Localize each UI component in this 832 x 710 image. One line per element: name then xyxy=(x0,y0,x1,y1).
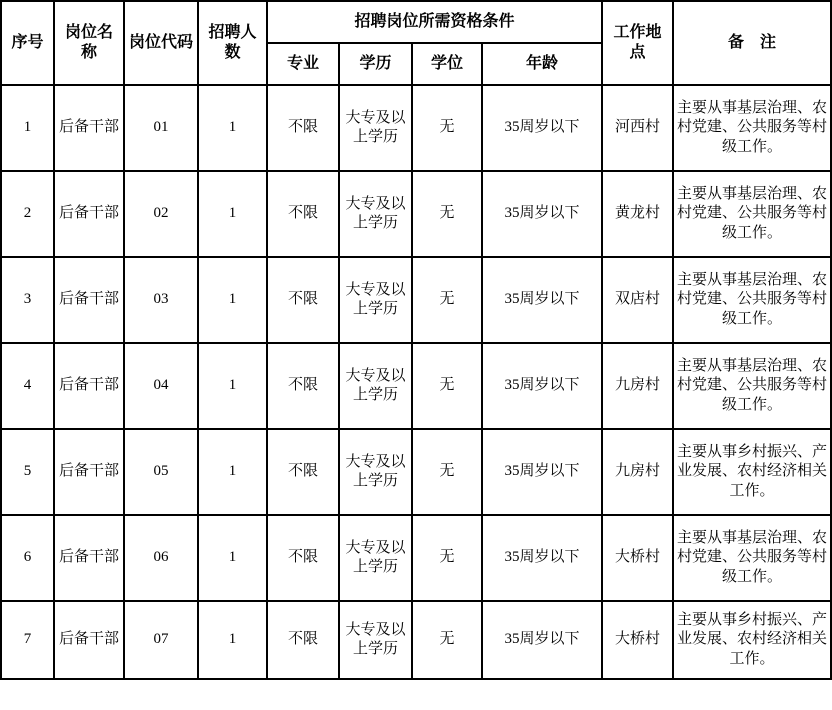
cell-position-code: 04 xyxy=(124,343,198,429)
cell-major: 不限 xyxy=(267,85,339,171)
cell-work-location: 大桥村 xyxy=(602,515,673,601)
cell-degree: 无 xyxy=(412,429,482,515)
cell-position-code: 03 xyxy=(124,257,198,343)
header-recruit-count: 招聘人数 xyxy=(198,1,267,85)
cell-age: 35周岁以下 xyxy=(482,343,602,429)
header-major: 专业 xyxy=(267,43,339,85)
header-degree: 学位 xyxy=(412,43,482,85)
cell-recruit-count: 1 xyxy=(198,257,267,343)
cell-work-location: 九房村 xyxy=(602,429,673,515)
cell-major: 不限 xyxy=(267,257,339,343)
header-remark: 备 注 xyxy=(673,1,831,85)
cell-position-name: 后备干部 xyxy=(54,343,124,429)
cell-degree: 无 xyxy=(412,85,482,171)
cell-major: 不限 xyxy=(267,343,339,429)
cell-work-location: 大桥村 xyxy=(602,601,673,679)
table-row xyxy=(1,171,831,257)
header-work-location: 工作地点 xyxy=(602,1,673,85)
cell-remark: 主要从事基层治理、农村党建、公共服务等村级工作。 xyxy=(673,257,831,343)
cell-serial: 6 xyxy=(1,515,54,601)
table-body xyxy=(1,85,831,679)
cell-education: 大专及以上学历 xyxy=(339,257,412,343)
cell-education: 大专及以上学历 xyxy=(339,515,412,601)
cell-serial: 2 xyxy=(1,171,54,257)
cell-serial: 1 xyxy=(1,85,54,171)
header-serial: 序号 xyxy=(1,1,54,85)
cell-degree: 无 xyxy=(412,343,482,429)
cell-major: 不限 xyxy=(267,601,339,679)
cell-position-name: 后备干部 xyxy=(54,257,124,343)
cell-age: 35周岁以下 xyxy=(482,85,602,171)
table-row xyxy=(1,85,831,171)
cell-remark: 主要从事基层治理、农村党建、公共服务等村级工作。 xyxy=(673,515,831,601)
cell-education: 大专及以上学历 xyxy=(339,85,412,171)
cell-major: 不限 xyxy=(267,171,339,257)
cell-recruit-count: 1 xyxy=(198,515,267,601)
cell-remark: 主要从事乡村振兴、产业发展、农村经济相关工作。 xyxy=(673,601,831,679)
cell-position-name: 后备干部 xyxy=(54,515,124,601)
header-position-code: 岗位代码 xyxy=(124,1,198,85)
header-age: 年龄 xyxy=(482,43,602,85)
table-row xyxy=(1,257,831,343)
cell-position-code: 06 xyxy=(124,515,198,601)
cell-recruit-count: 1 xyxy=(198,429,267,515)
cell-age: 35周岁以下 xyxy=(482,171,602,257)
cell-remark: 主要从事基层治理、农村党建、公共服务等村级工作。 xyxy=(673,343,831,429)
cell-position-code: 05 xyxy=(124,429,198,515)
cell-education: 大专及以上学历 xyxy=(339,343,412,429)
cell-remark: 主要从事基层治理、农村党建、公共服务等村级工作。 xyxy=(673,171,831,257)
cell-age: 35周岁以下 xyxy=(482,257,602,343)
cell-position-code: 02 xyxy=(124,171,198,257)
cell-serial: 4 xyxy=(1,343,54,429)
cell-major: 不限 xyxy=(267,429,339,515)
cell-work-location: 九房村 xyxy=(602,343,673,429)
header-education: 学历 xyxy=(339,43,412,85)
cell-work-location: 黄龙村 xyxy=(602,171,673,257)
cell-degree: 无 xyxy=(412,601,482,679)
table-header xyxy=(1,1,831,85)
cell-age: 35周岁以下 xyxy=(482,601,602,679)
cell-serial: 5 xyxy=(1,429,54,515)
cell-degree: 无 xyxy=(412,515,482,601)
cell-remark: 主要从事基层治理、农村党建、公共服务等村级工作。 xyxy=(673,85,831,171)
cell-recruit-count: 1 xyxy=(198,343,267,429)
cell-work-location: 双店村 xyxy=(602,257,673,343)
table-row xyxy=(1,515,831,601)
cell-position-code: 01 xyxy=(124,85,198,171)
cell-work-location: 河西村 xyxy=(602,85,673,171)
cell-recruit-count: 1 xyxy=(198,85,267,171)
cell-position-code: 07 xyxy=(124,601,198,679)
cell-serial: 7 xyxy=(1,601,54,679)
cell-serial: 3 xyxy=(1,257,54,343)
cell-recruit-count: 1 xyxy=(198,601,267,679)
cell-major: 不限 xyxy=(267,515,339,601)
cell-position-name: 后备干部 xyxy=(54,601,124,679)
cell-recruit-count: 1 xyxy=(198,171,267,257)
cell-age: 35周岁以下 xyxy=(482,429,602,515)
table-row xyxy=(1,343,831,429)
cell-position-name: 后备干部 xyxy=(54,429,124,515)
cell-position-name: 后备干部 xyxy=(54,171,124,257)
cell-position-name: 后备干部 xyxy=(54,85,124,171)
cell-education: 大专及以上学历 xyxy=(339,171,412,257)
cell-age: 35周岁以下 xyxy=(482,515,602,601)
header-qualification-group: 招聘岗位所需资格条件 xyxy=(267,1,602,43)
table-row xyxy=(1,601,831,679)
cell-degree: 无 xyxy=(412,171,482,257)
cell-degree: 无 xyxy=(412,257,482,343)
cell-remark: 主要从事乡村振兴、产业发展、农村经济相关工作。 xyxy=(673,429,831,515)
header-position-name: 岗位名称 xyxy=(54,1,124,85)
table-row xyxy=(1,429,831,515)
cell-education: 大专及以上学历 xyxy=(339,601,412,679)
cell-education: 大专及以上学历 xyxy=(339,429,412,515)
